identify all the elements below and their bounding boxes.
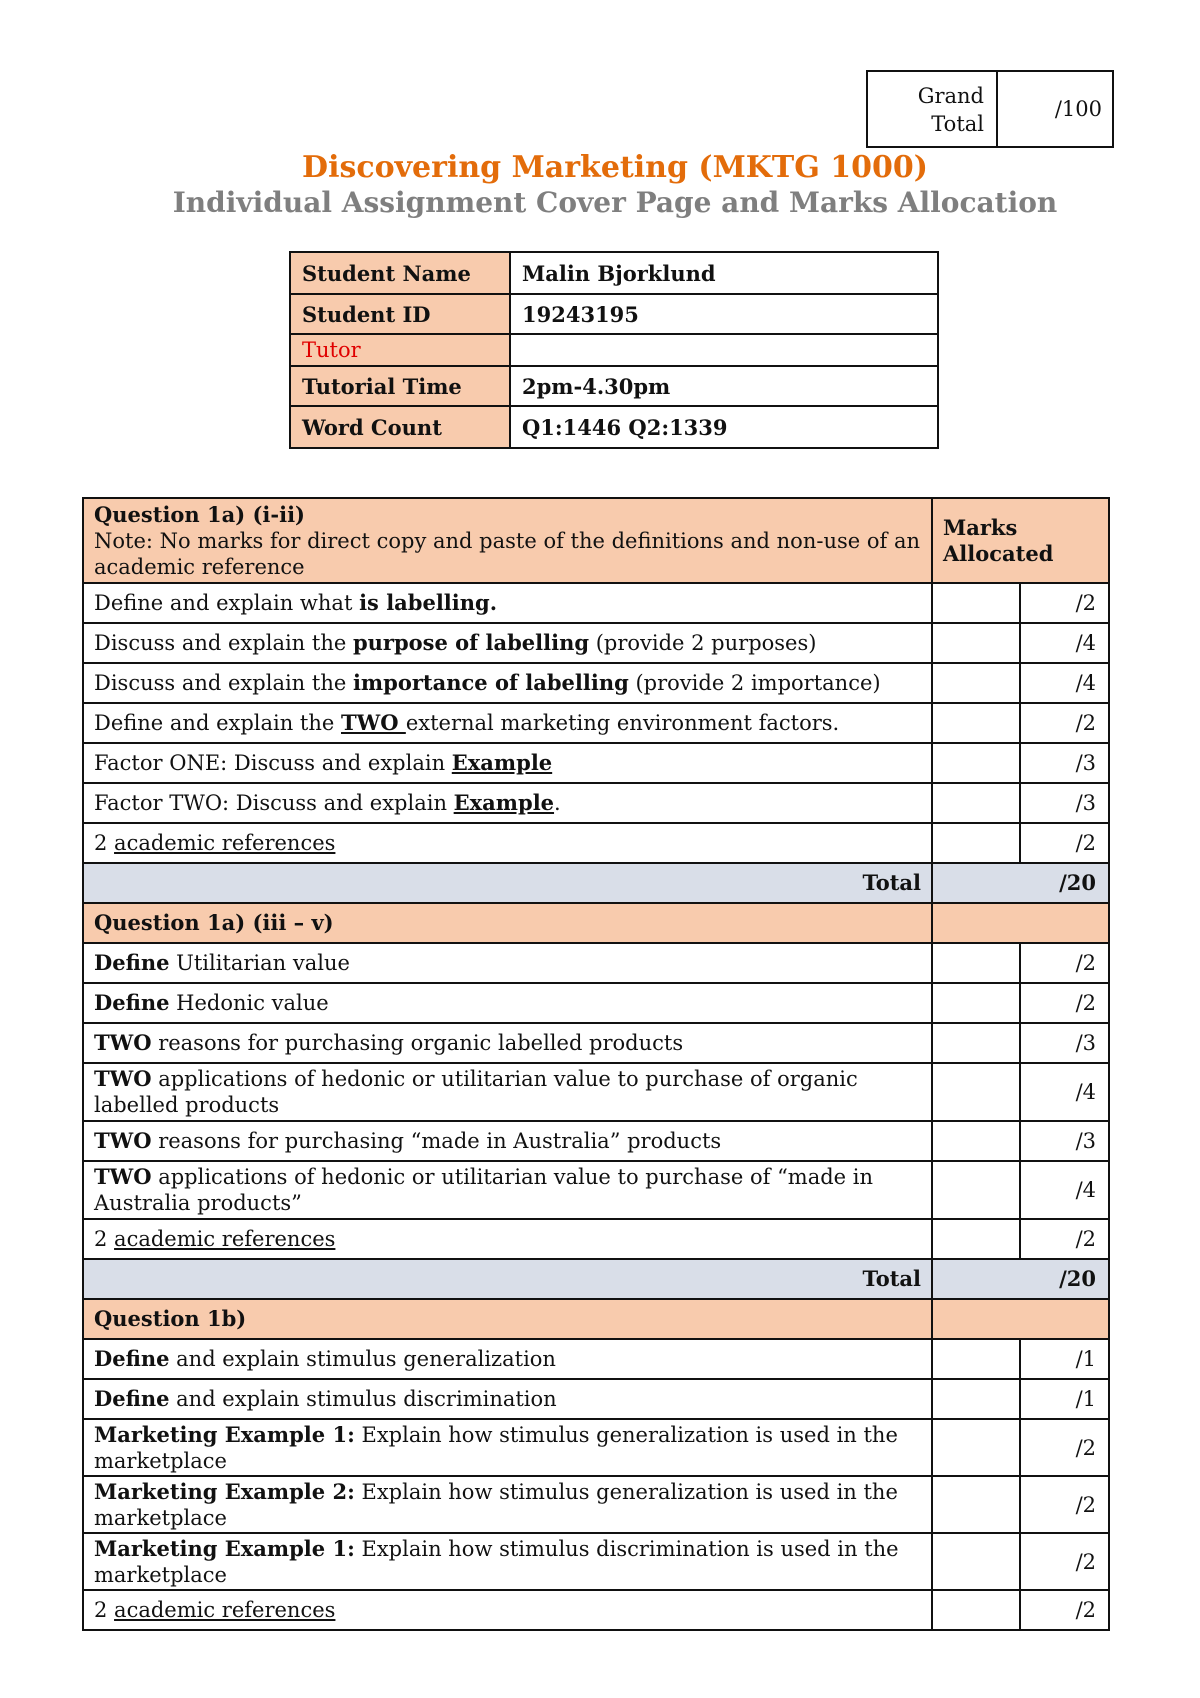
marks-input-cell[interactable] [932,583,1020,623]
student-id-value: 19243195 [510,294,938,334]
q1a2-heading: Question 1a) (iii – v) [83,903,932,943]
word-count-value: Q1:1446 Q2:1339 [510,406,938,448]
criterion: Define and explain stimulus discrimination [83,1379,932,1419]
criterion: Define and explain the TWO external marketing environment factors. [83,703,932,743]
info-row [290,366,938,406]
table-row [83,1379,1109,1419]
max-marks: /2 [1020,943,1109,983]
marks-input-cell[interactable] [932,1023,1020,1063]
marks-input-cell[interactable] [932,1121,1020,1161]
criterion: Factor TWO: Discuss and explain Example. [83,783,932,823]
marks-input-cell[interactable] [932,823,1020,863]
max-marks: /3 [1020,1121,1109,1161]
marks-input-cell[interactable] [932,983,1020,1023]
grand-total-label [868,72,998,146]
table-row [83,1339,1109,1379]
max-marks: /2 [1020,823,1109,863]
max-marks: /2 [1020,1533,1109,1590]
info-row [290,334,938,366]
criterion: TWO reasons for purchasing organic labelled products [83,1023,932,1063]
table-row [83,1533,1109,1590]
criterion: Marketing Example 1: Explain how stimulus discrimination is used in the marketplace [83,1533,932,1590]
total-row [83,1259,1109,1299]
max-marks: /3 [1020,743,1109,783]
tutor-value [510,334,938,366]
page-title: Discovering Marketing (MKTG 1000) [302,150,928,185]
marks-input-cell[interactable] [932,623,1020,663]
q1b-heading: Question 1b) [83,1299,932,1339]
max-marks: /2 [1020,1590,1109,1630]
table-row [83,1161,1109,1219]
tutor-label: Tutor [290,334,510,366]
section-header-q1a [83,498,1109,583]
total-value: /20 [932,1259,1109,1299]
table-row [83,703,1109,743]
total-value: /20 [932,863,1109,903]
criterion: Marketing Example 2: Explain how stimulus generalization is used in the marketplace [83,1476,932,1533]
criterion: TWO applications of hedonic or utilitarian value to purchase of “made in Australia products” [83,1161,932,1219]
table-row [83,983,1109,1023]
criterion: Define Hedonic value [83,983,932,1023]
criterion: TWO applications of hedonic or utilitarian value to purchase of organic labelled products [83,1063,932,1121]
student-name-value: Malin Bjorklund [510,252,938,294]
criterion: 2 academic references [83,1219,932,1259]
criterion: Define Utilitarian value [83,943,932,983]
marks-input-cell[interactable] [932,783,1020,823]
table-row [83,943,1109,983]
marks-input-cell[interactable] [932,1161,1020,1219]
max-marks: /3 [1020,1023,1109,1063]
criterion: TWO reasons for purchasing “made in Australia” products [83,1121,932,1161]
table-row [83,663,1109,703]
table-row [83,1419,1109,1476]
marks-input-cell[interactable] [932,1533,1020,1590]
max-marks: /2 [1020,1219,1109,1259]
table-row [83,1590,1109,1630]
max-marks: /2 [1020,1476,1109,1533]
grand-total-label-line2: Total [931,112,984,136]
table-row [83,1219,1109,1259]
table-row [83,623,1109,663]
table-row [83,1476,1109,1533]
info-row [290,406,938,448]
marks-input-cell[interactable] [932,1219,1020,1259]
criterion: Marketing Example 1: Explain how stimulus generalization is used in the marketplace [83,1419,932,1476]
table-row [83,823,1109,863]
max-marks: /2 [1020,703,1109,743]
criterion: Factor ONE: Discuss and explain Example [83,743,932,783]
criterion: Define and explain what is labelling. [83,583,932,623]
criterion: 2 academic references [83,823,932,863]
marks-input-cell[interactable] [932,1339,1020,1379]
marks-input-cell[interactable] [932,1476,1020,1533]
marks-input-cell[interactable] [932,663,1020,703]
table-row [83,1121,1109,1161]
max-marks: /4 [1020,623,1109,663]
table-row [83,583,1109,623]
max-marks: /1 [1020,1379,1109,1419]
section-header-q1b [83,1299,1109,1339]
word-count-label: Word Count [290,406,510,448]
table-row [83,783,1109,823]
student-id-label: Student ID [290,294,510,334]
total-label: Total [83,1259,932,1299]
marks-input-cell[interactable] [932,1419,1020,1476]
marks-allocation-table [82,497,1110,1631]
q1a-heading-cell [83,498,932,583]
student-name-label: Student Name [290,252,510,294]
info-row [290,252,938,294]
table-row [83,743,1109,783]
info-row [290,294,938,334]
max-marks: /4 [1020,1161,1109,1219]
tutorial-time-label: Tutorial Time [290,366,510,406]
section-header-q1a-iii-v [83,903,1109,943]
page-subtitle: Individual Assignment Cover Page and Marks Allocation [172,186,1058,219]
tutorial-time-value: 2pm-4.30pm [510,366,938,406]
grand-total-value: /100 [1054,97,1102,121]
q1a-note: Note: No marks for direct copy and paste of the definitions and non-use of an academic reference [94,528,920,579]
max-marks: /2 [1020,583,1109,623]
marks-input-cell[interactable] [932,1063,1020,1121]
criterion: Define and explain stimulus generalization [83,1339,932,1379]
marks-input-cell[interactable] [932,703,1020,743]
marks-input-cell[interactable] [932,943,1020,983]
marks-input-cell[interactable] [932,1379,1020,1419]
table-row [83,1023,1109,1063]
max-marks: /1 [1020,1339,1109,1379]
student-info-table [289,251,939,449]
criterion: 2 academic references [83,1590,932,1630]
max-marks: /4 [1020,663,1109,703]
marks-allocated-header: Marks Allocated [932,498,1109,583]
table-row [83,1063,1109,1121]
max-marks: /2 [1020,983,1109,1023]
marks-input-cell[interactable] [932,743,1020,783]
q1a-heading: Question 1a) (i-ii) [94,501,305,527]
max-marks: /4 [1020,1063,1109,1121]
criterion: Discuss and explain the purpose of labelling (provide 2 purposes) [83,623,932,663]
max-marks: /3 [1020,783,1109,823]
grand-total-label-line1: Grand [917,84,984,108]
criterion: Discuss and explain the importance of labelling (provide 2 importance) [83,663,932,703]
total-row [83,863,1109,903]
marks-input-cell[interactable] [932,1590,1020,1630]
total-label: Total [83,863,932,903]
grand-total-box [866,70,1114,148]
max-marks: /2 [1020,1419,1109,1476]
